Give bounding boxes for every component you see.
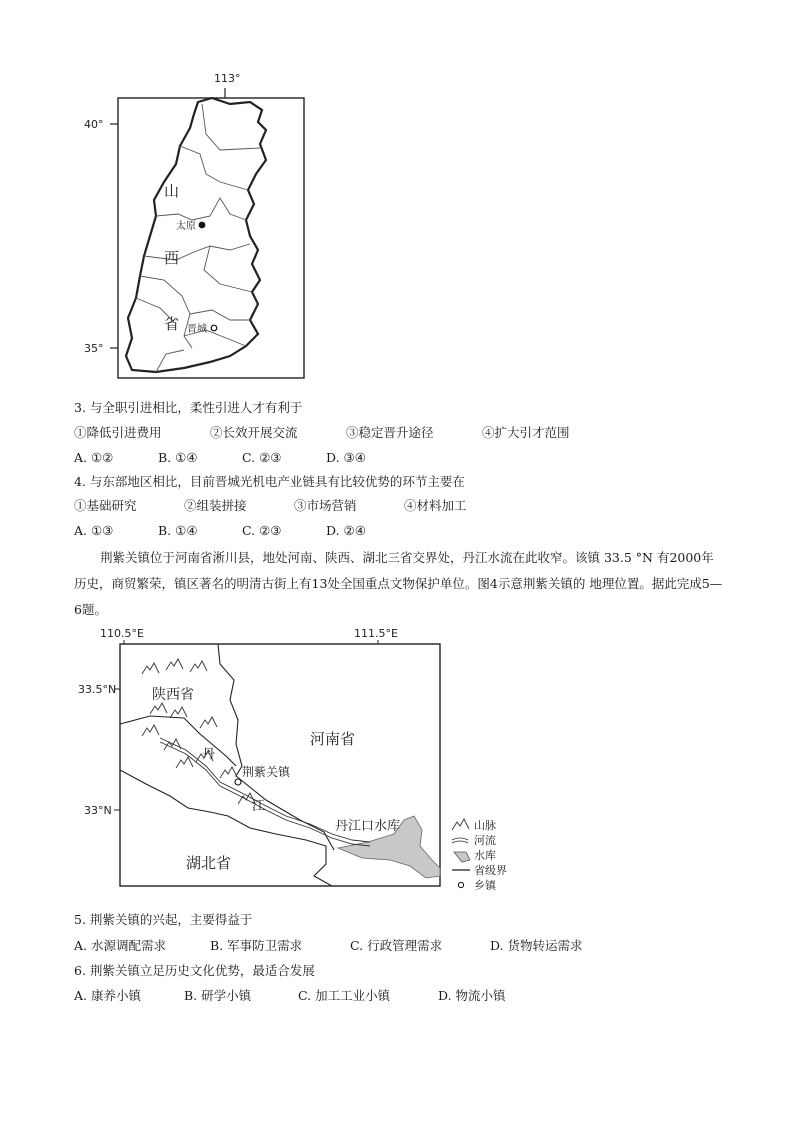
- legend-river-icon: [452, 838, 468, 843]
- q5-option-d: D. 货物转运需求: [490, 938, 583, 953]
- map-legend: [452, 819, 507, 892]
- legend-label-border: 省级界: [474, 864, 507, 877]
- q6-options: [74, 988, 506, 1004]
- province-char-2: 西: [164, 249, 180, 267]
- q4-item: ①基础研究: [74, 498, 137, 513]
- q3-options: [74, 450, 366, 466]
- label-hubei: 湖北省: [186, 854, 232, 872]
- jingziguan-map: [70, 620, 550, 900]
- q5-option-b: B. 军事防卫需求: [210, 938, 303, 953]
- q4-items: [74, 498, 467, 514]
- town-marker: [235, 779, 241, 785]
- q6-option-b: B. 研学小镇: [184, 988, 252, 1003]
- label-reservoir: 丹江口水库: [335, 819, 401, 834]
- legend-label-river: 河流: [474, 834, 496, 847]
- label-river-2: 江: [252, 799, 266, 814]
- q5-option-c: C. 行政管理需求: [350, 938, 443, 953]
- q6-option-c: C. 加工工业小镇: [298, 988, 391, 1003]
- legend-label-town: 乡镇: [474, 879, 496, 892]
- label-river-1: 丹: [202, 747, 216, 762]
- q6-option-a: A. 康养小镇: [74, 988, 141, 1003]
- lat-label-top: 40°: [84, 118, 104, 131]
- lon-label: 113°: [214, 72, 241, 85]
- lon-label-right: 111.5°E: [354, 627, 398, 640]
- label-shaanxi: 陕西省: [152, 687, 194, 703]
- city-label-taiyuan: 太原: [176, 221, 196, 232]
- q5-option-a: A. 水源调配需求: [74, 938, 166, 953]
- q6-option-d: D. 物流小镇: [438, 988, 506, 1003]
- q6-stem: 6. 荆紫关镇立足历史文化优势，最适合发展: [74, 963, 315, 978]
- q3-item: ④扩大引才范围: [482, 425, 570, 440]
- q4-option-a: A. ①③: [74, 523, 114, 538]
- q5-options: [74, 938, 583, 954]
- q4-item: ④材料加工: [404, 498, 467, 513]
- q4-option-c: C. ②③: [242, 523, 282, 538]
- q4-options: [74, 523, 366, 539]
- province-char-3: 省: [164, 315, 180, 333]
- province-char-1: 山: [164, 182, 180, 200]
- q3-item: ②长效开展交流: [210, 425, 298, 440]
- legend-label-reservoir: 水库: [474, 849, 496, 862]
- q3-option-b: B. ①④: [158, 450, 198, 465]
- q4-item: ②组装拼接: [184, 498, 247, 513]
- legend-label-mountain: 山脉: [474, 819, 496, 832]
- q3-option-a: A. ①②: [74, 450, 114, 465]
- city-dot-taiyuan: [199, 222, 206, 229]
- q3-option-d: D. ③④: [326, 450, 366, 465]
- q3-stem: 3. 与全职引进相比，柔性引进人才有利于: [74, 400, 303, 415]
- q3-item: ③稳定晋升途径: [346, 425, 434, 440]
- q3-item: ①降低引进费用: [74, 425, 162, 440]
- passage: 荆紫关镇位于河南省淅川县，地处河南、陕西、湖北三省交界处，丹江水流在此收窄。该镇 33.5 °N 有2000年历史，商贸繁荣，镇区著名的明清古街上有13处全国重点文物保护单位。图4示意荆紫关镇的 地理位置。据此完成5—6题。: [74, 550, 723, 617]
- label-town: 荆紫关镇: [242, 765, 291, 779]
- legend-reservoir-icon: [454, 852, 470, 862]
- q5-stem: 5. 荆紫关镇的兴起，主要得益于: [74, 912, 253, 927]
- q3-option-c: C. ②③: [242, 450, 282, 465]
- lat-label-bottom: 33°N: [84, 804, 112, 817]
- shanxi-map: [80, 64, 320, 384]
- city-dot-jincheng: [211, 325, 217, 331]
- q4-stem: 4. 与东部地区相比，目前晋城光机电产业链具有比较优势的环节主要在: [74, 474, 465, 489]
- lat-label-bottom: 35°: [84, 342, 104, 355]
- q4-item: ③市场营销: [294, 498, 357, 513]
- lon-label-left: 110.5°E: [100, 627, 144, 640]
- lat-label-top: 33.5°N: [78, 683, 117, 696]
- q4-option-d: D. ②④: [326, 523, 366, 538]
- q3-items: [74, 425, 570, 441]
- city-label-jincheng: 晋城: [187, 324, 207, 335]
- label-henan: 河南省: [310, 730, 356, 748]
- legend-town-icon: [458, 882, 463, 887]
- provincial-borders: [120, 644, 334, 886]
- legend-mountain-icon: [452, 819, 469, 830]
- q4-option-b: B. ①④: [158, 523, 198, 538]
